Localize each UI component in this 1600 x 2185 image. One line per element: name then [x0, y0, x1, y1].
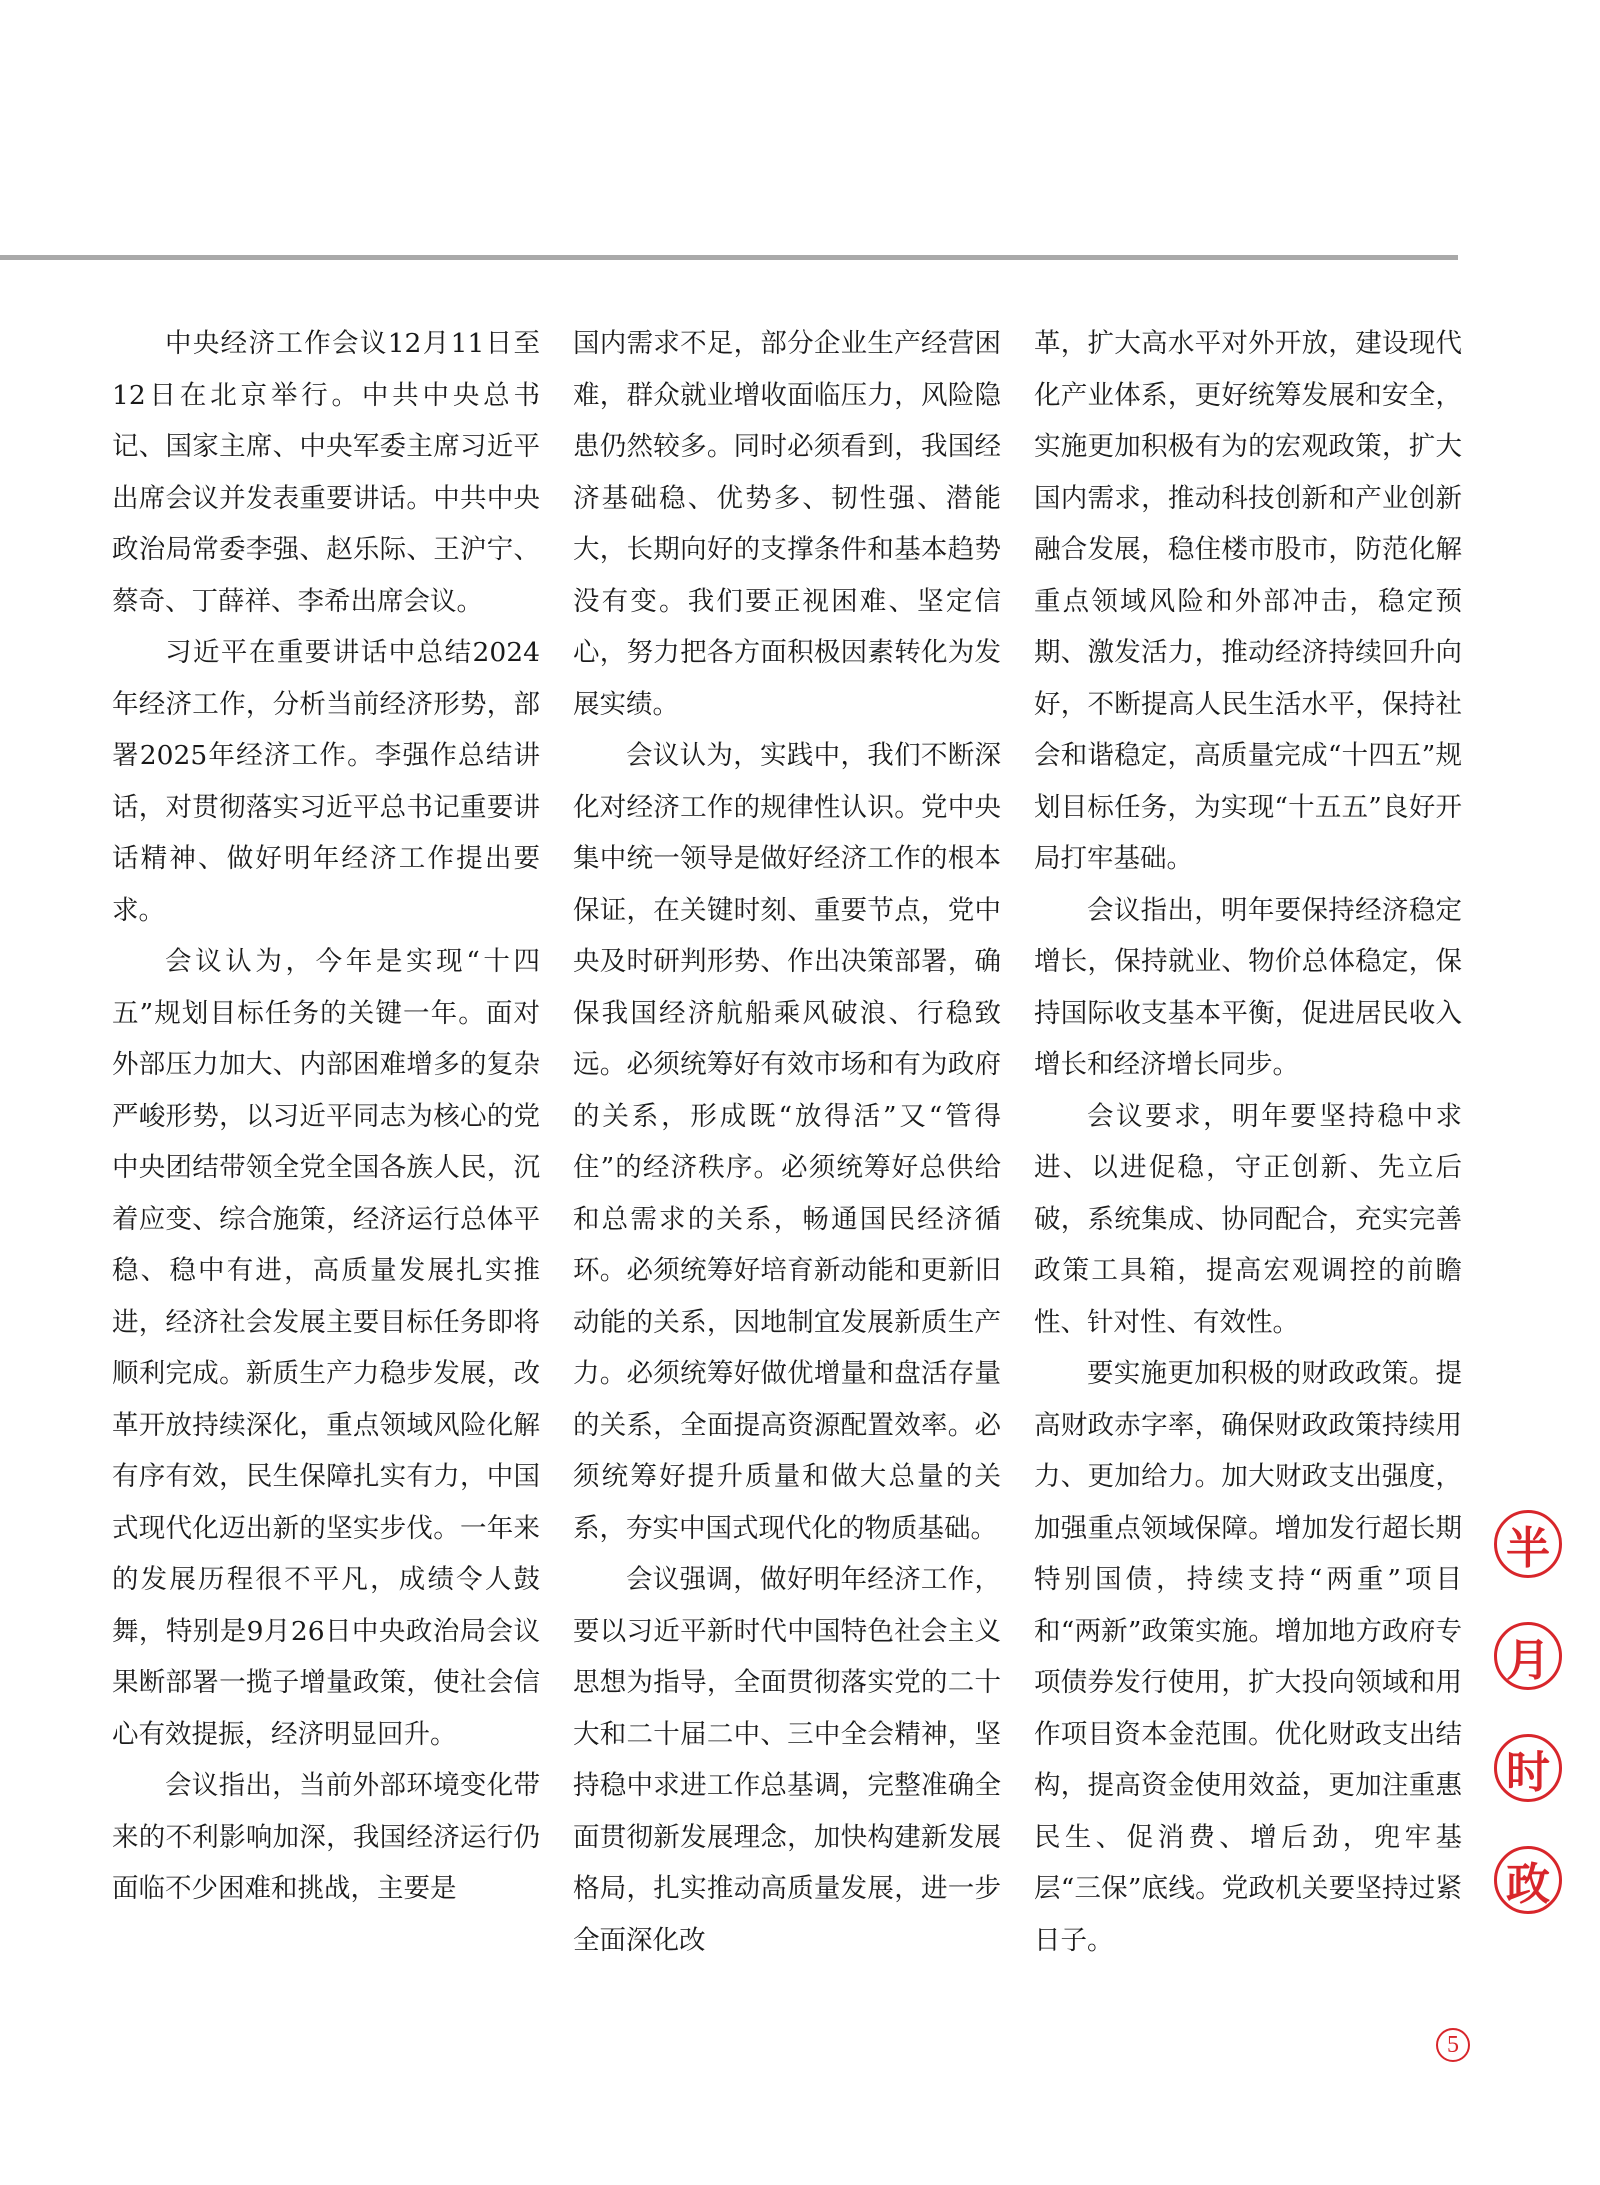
paragraph: 会议认为，实践中，我们不断深化对经济工作的规律性认识。党中央集中统一领导是做好经济工作的根本保证，在关键时刻、重要节点，党中央及时研判形势、作出决策部署，确保我国经济航船乘风破浪、行稳致远。必须统筹好有效市场和有为政府的关系，形成既“放得活”又“管得住”的经济秩序。必须统筹好总供给和总需求的关系，畅通国民经济循环。必须统筹好培育新动能和更新旧动能的关系，因地制宜发展新质生产力。必须统筹好做优增量和盘活存量的关系，全面提高资源配置效率。必须统筹好提升质量和做大总量的关系，夯实中国式现代化的物质基础。 [573, 740, 1001, 1544]
article-column-1 [112, 318, 540, 1915]
column-badge-char: 政 [1494, 1846, 1562, 1914]
article-column-2 [573, 318, 1001, 1966]
paragraph: 习近平在重要讲话中总结2024年经济工作，分析当前经济形势，部署2025年经济工作。李强作总结讲话，对贯彻落实习近平总书记重要讲话精神、做好明年经济工作提出要求。 [112, 637, 540, 926]
paragraph: 会议强调，做好明年经济工作，要以习近平新时代中国特色社会主义思想为指导，全面贯彻落实党的二十大和二十届二中、三中全会精神，坚持稳中求进工作总基调，完整准确全面贯彻新发展理念，加快构建新发展格局，扎实推动高质量发展，进一步全面深化改 [573, 1564, 1001, 1956]
paragraph: 会议认为，今年是实现“十四五”规划目标任务的关键一年。面对外部压力加大、内部困难增多的复杂严峻形势，以习近平同志为核心的党中央团结带领全党全国各族人民，沉着应变、综合施策，经济运行总体平稳、稳中有进，高质量发展扎实推进，经济社会发展主要目标任务即将顺利完成。新质生产力稳步发展，改革开放持续深化，重点领域风险化解有序有效，民生保障扎实有力，中国式现代化迈出新的坚实步伐。一年来的发展历程很不平凡，成绩令人鼓舞，特别是9月26日中央政治局会议果断部署一揽子增量政策，使社会信心有效提振，经济明显回升。 [112, 946, 540, 1750]
paragraph-continued: 国内需求不足，部分企业生产经营困难，群众就业增收面临压力，风险隐患仍然较多。同时必须看到，我国经济基础稳、优势多、韧性强、潜能大，长期向好的支撑条件和基本趋势没有变。我们要正视困难、坚定信心，努力把各方面积极因素转化为发展实绩。 [573, 328, 1001, 720]
paragraph: 会议指出，明年要保持经济稳定增长，保持就业、物价总体稳定，保持国际收支基本平衡，促进居民收入增长和经济增长同步。 [1034, 894, 1462, 1080]
paragraph: 要实施更加积极的财政政策。提高财政赤字率，确保财政政策持续用力、更加给力。加大财政支出强度，加强重点领域保障。增加发行超长期特别国债，持续支持“两重”项目和“两新”政策实施。增加地方政府专项债券发行使用，扩大投向领域和用作项目资本金范围。优化财政支出结构，提高资金使用效益，更加注重惠民生、促消费、增后劲，兜牢基层“三保”底线。党政机关要坚持过紧日子。 [1034, 1358, 1462, 1956]
column-badge-char: 月 [1494, 1622, 1562, 1690]
paragraph: 会议要求，明年要坚持稳中求进、以进促稳，守正创新、先立后破，系统集成、协同配合，充实完善政策工具箱，提高宏观调控的前瞻性、针对性、有效性。 [1034, 1100, 1462, 1338]
top-divider [0, 255, 1458, 260]
column-badge-char: 时 [1494, 1734, 1562, 1802]
column-badge-char: 半 [1494, 1510, 1562, 1578]
paragraph: 中央经济工作会议12月11日至12日在北京举行。中共中央总书记、国家主席、中央军委主席习近平出席会议并发表重要讲话。中共中央政治局常委李强、赵乐际、王沪宁、蔡奇、丁薛祥、李希出席会议。 [112, 328, 540, 617]
paragraph: 会议指出，当前外部环境变化带来的不利影响加深，我国经济运行仍面临不少困难和挑战，主要是 [112, 1770, 540, 1904]
article-column-3 [1034, 318, 1462, 1966]
paragraph-continued: 革，扩大高水平对外开放，建设现代化产业体系，更好统筹发展和安全，实施更加积极有为的宏观政策，扩大国内需求，推动科技创新和产业创新融合发展，稳住楼市股市，防范化解重点领域风险和外部冲击，稳定预期、激发活力，推动经济持续回升向好，不断提高人民生活水平，保持社会和谐稳定，高质量完成“十四五”规划目标任务，为实现“十五五”良好开局打牢基础。 [1034, 328, 1462, 874]
page-number: 5 [1436, 2028, 1470, 2062]
